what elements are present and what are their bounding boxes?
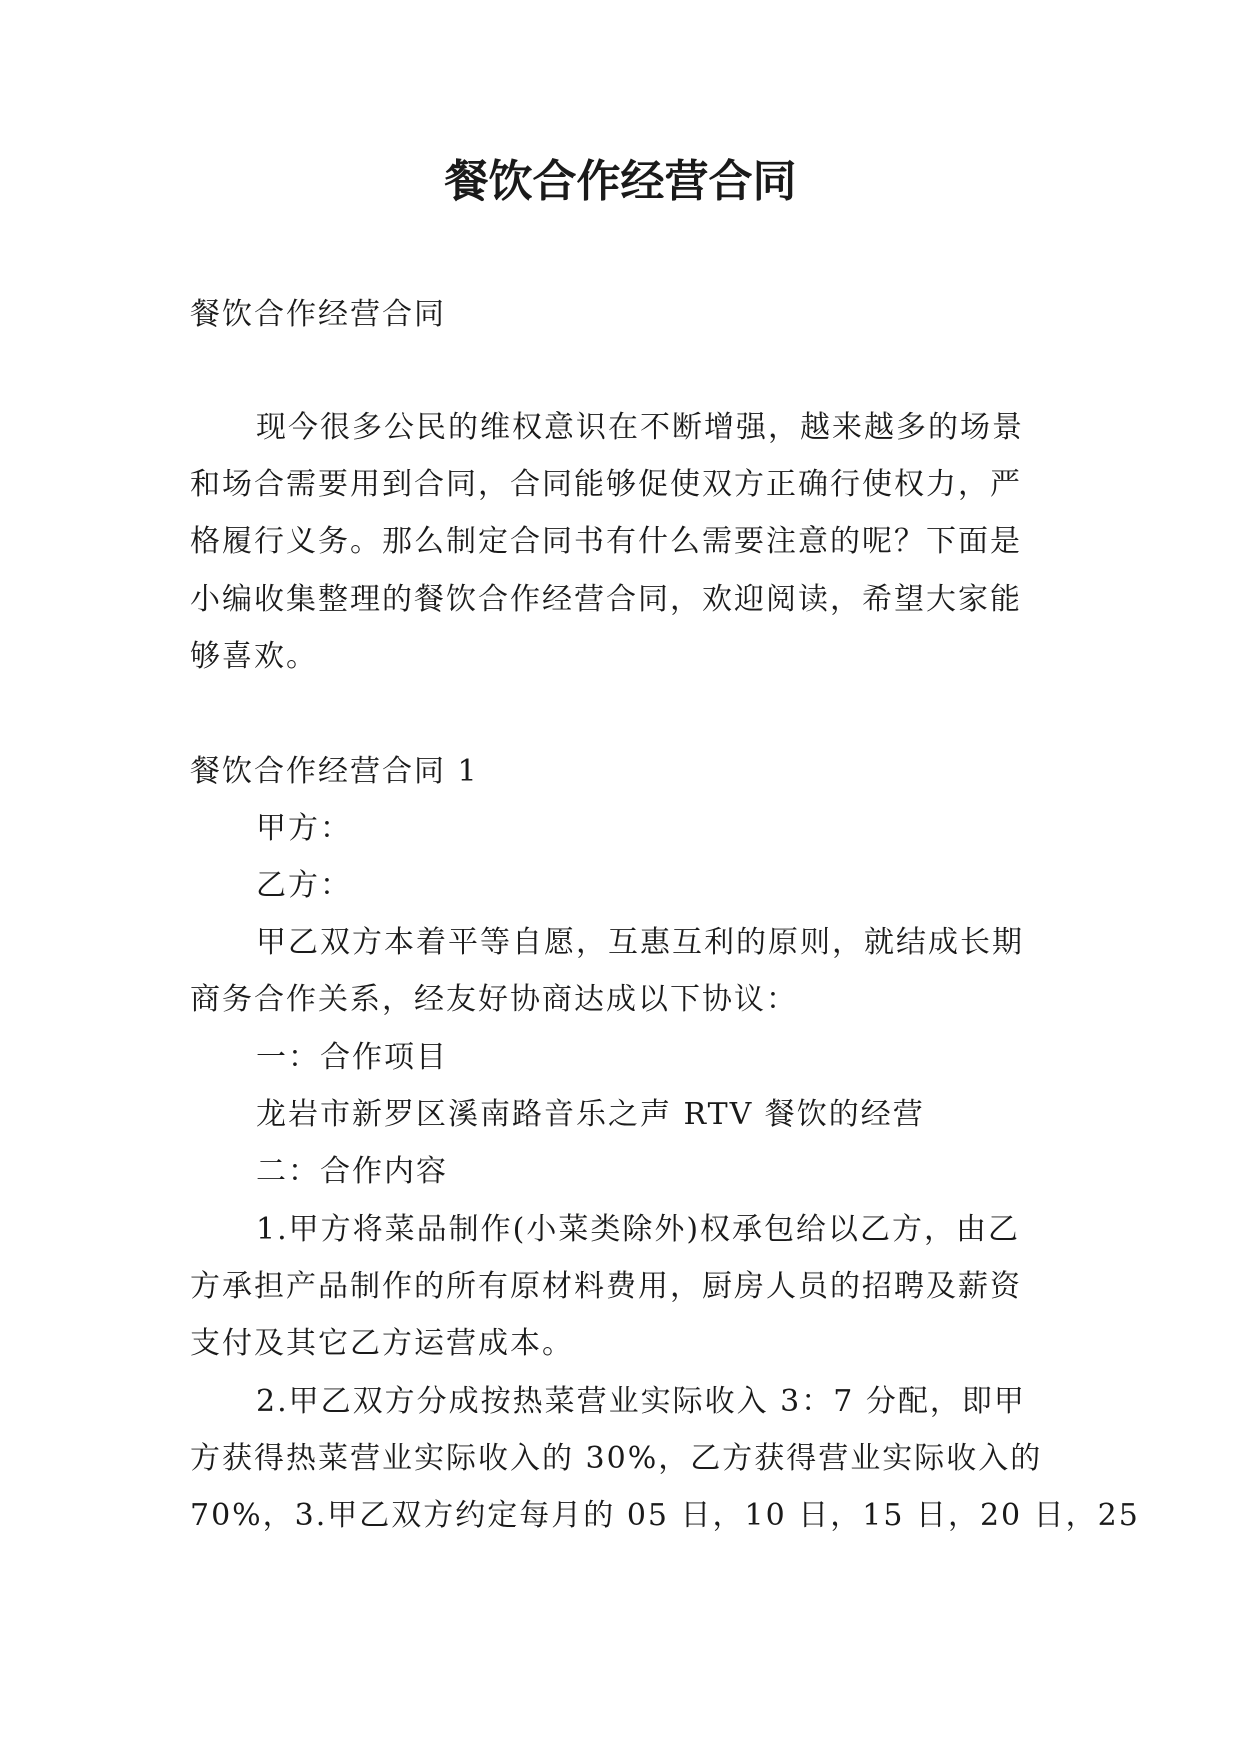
section-text: 龙岩市新罗区溪南路音乐之声 RTV 餐饮的经营 <box>256 1097 925 1132</box>
section-title: 一：合作项目 <box>256 1040 448 1075</box>
clause-line: 方承担产品制作的所有原材料费用，厨房人员的招聘及薪资 <box>190 1269 1022 1304</box>
intro-line: 格履行义务。那么制定合同书有什么需要注意的呢？下面是 <box>190 524 1022 559</box>
clause-line: 2.甲乙双方分成按热菜营业实际收入 3：7 分配，即甲 <box>256 1384 1026 1419</box>
intro-line: 小编收集整理的餐饮合作经营合同，欢迎阅读，希望大家能 <box>190 582 1022 617</box>
clause-line: 1.甲方将菜品制作(小菜类除外)权承包给以乙方，由乙 <box>256 1212 1021 1247</box>
document-heading: 餐饮合作经营合同 <box>190 297 446 332</box>
party-b-label: 乙方： <box>256 868 352 903</box>
contract-heading: 餐饮合作经营合同 1 <box>190 754 479 789</box>
intro-line: 够喜欢。 <box>190 639 318 674</box>
document-title: 餐饮合作经营合同 <box>444 156 797 207</box>
clause-line: 支付及其它乙方运营成本。 <box>190 1326 574 1361</box>
preamble-line: 商务合作关系，经友好协商达成以下协议： <box>190 982 798 1017</box>
preamble-line: 甲乙双方本着平等自愿，互惠互利的原则，就结成长期 <box>256 925 1024 960</box>
section-title: 二：合作内容 <box>256 1154 448 1189</box>
clause-line: 70%，3.甲乙双方约定每月的 05 日，10 日，15 日，20 日，25 <box>190 1498 1140 1533</box>
clause-line: 方获得热菜营业实际收入的 30%，乙方获得营业实际收入的 <box>190 1441 1043 1476</box>
intro-line: 和场合需要用到合同，合同能够促使双方正确行使权力，严 <box>190 467 1022 502</box>
intro-line: 现今很多公民的维权意识在不断增强，越来越多的场景 <box>256 410 1024 445</box>
party-a-label: 甲方： <box>256 811 352 846</box>
